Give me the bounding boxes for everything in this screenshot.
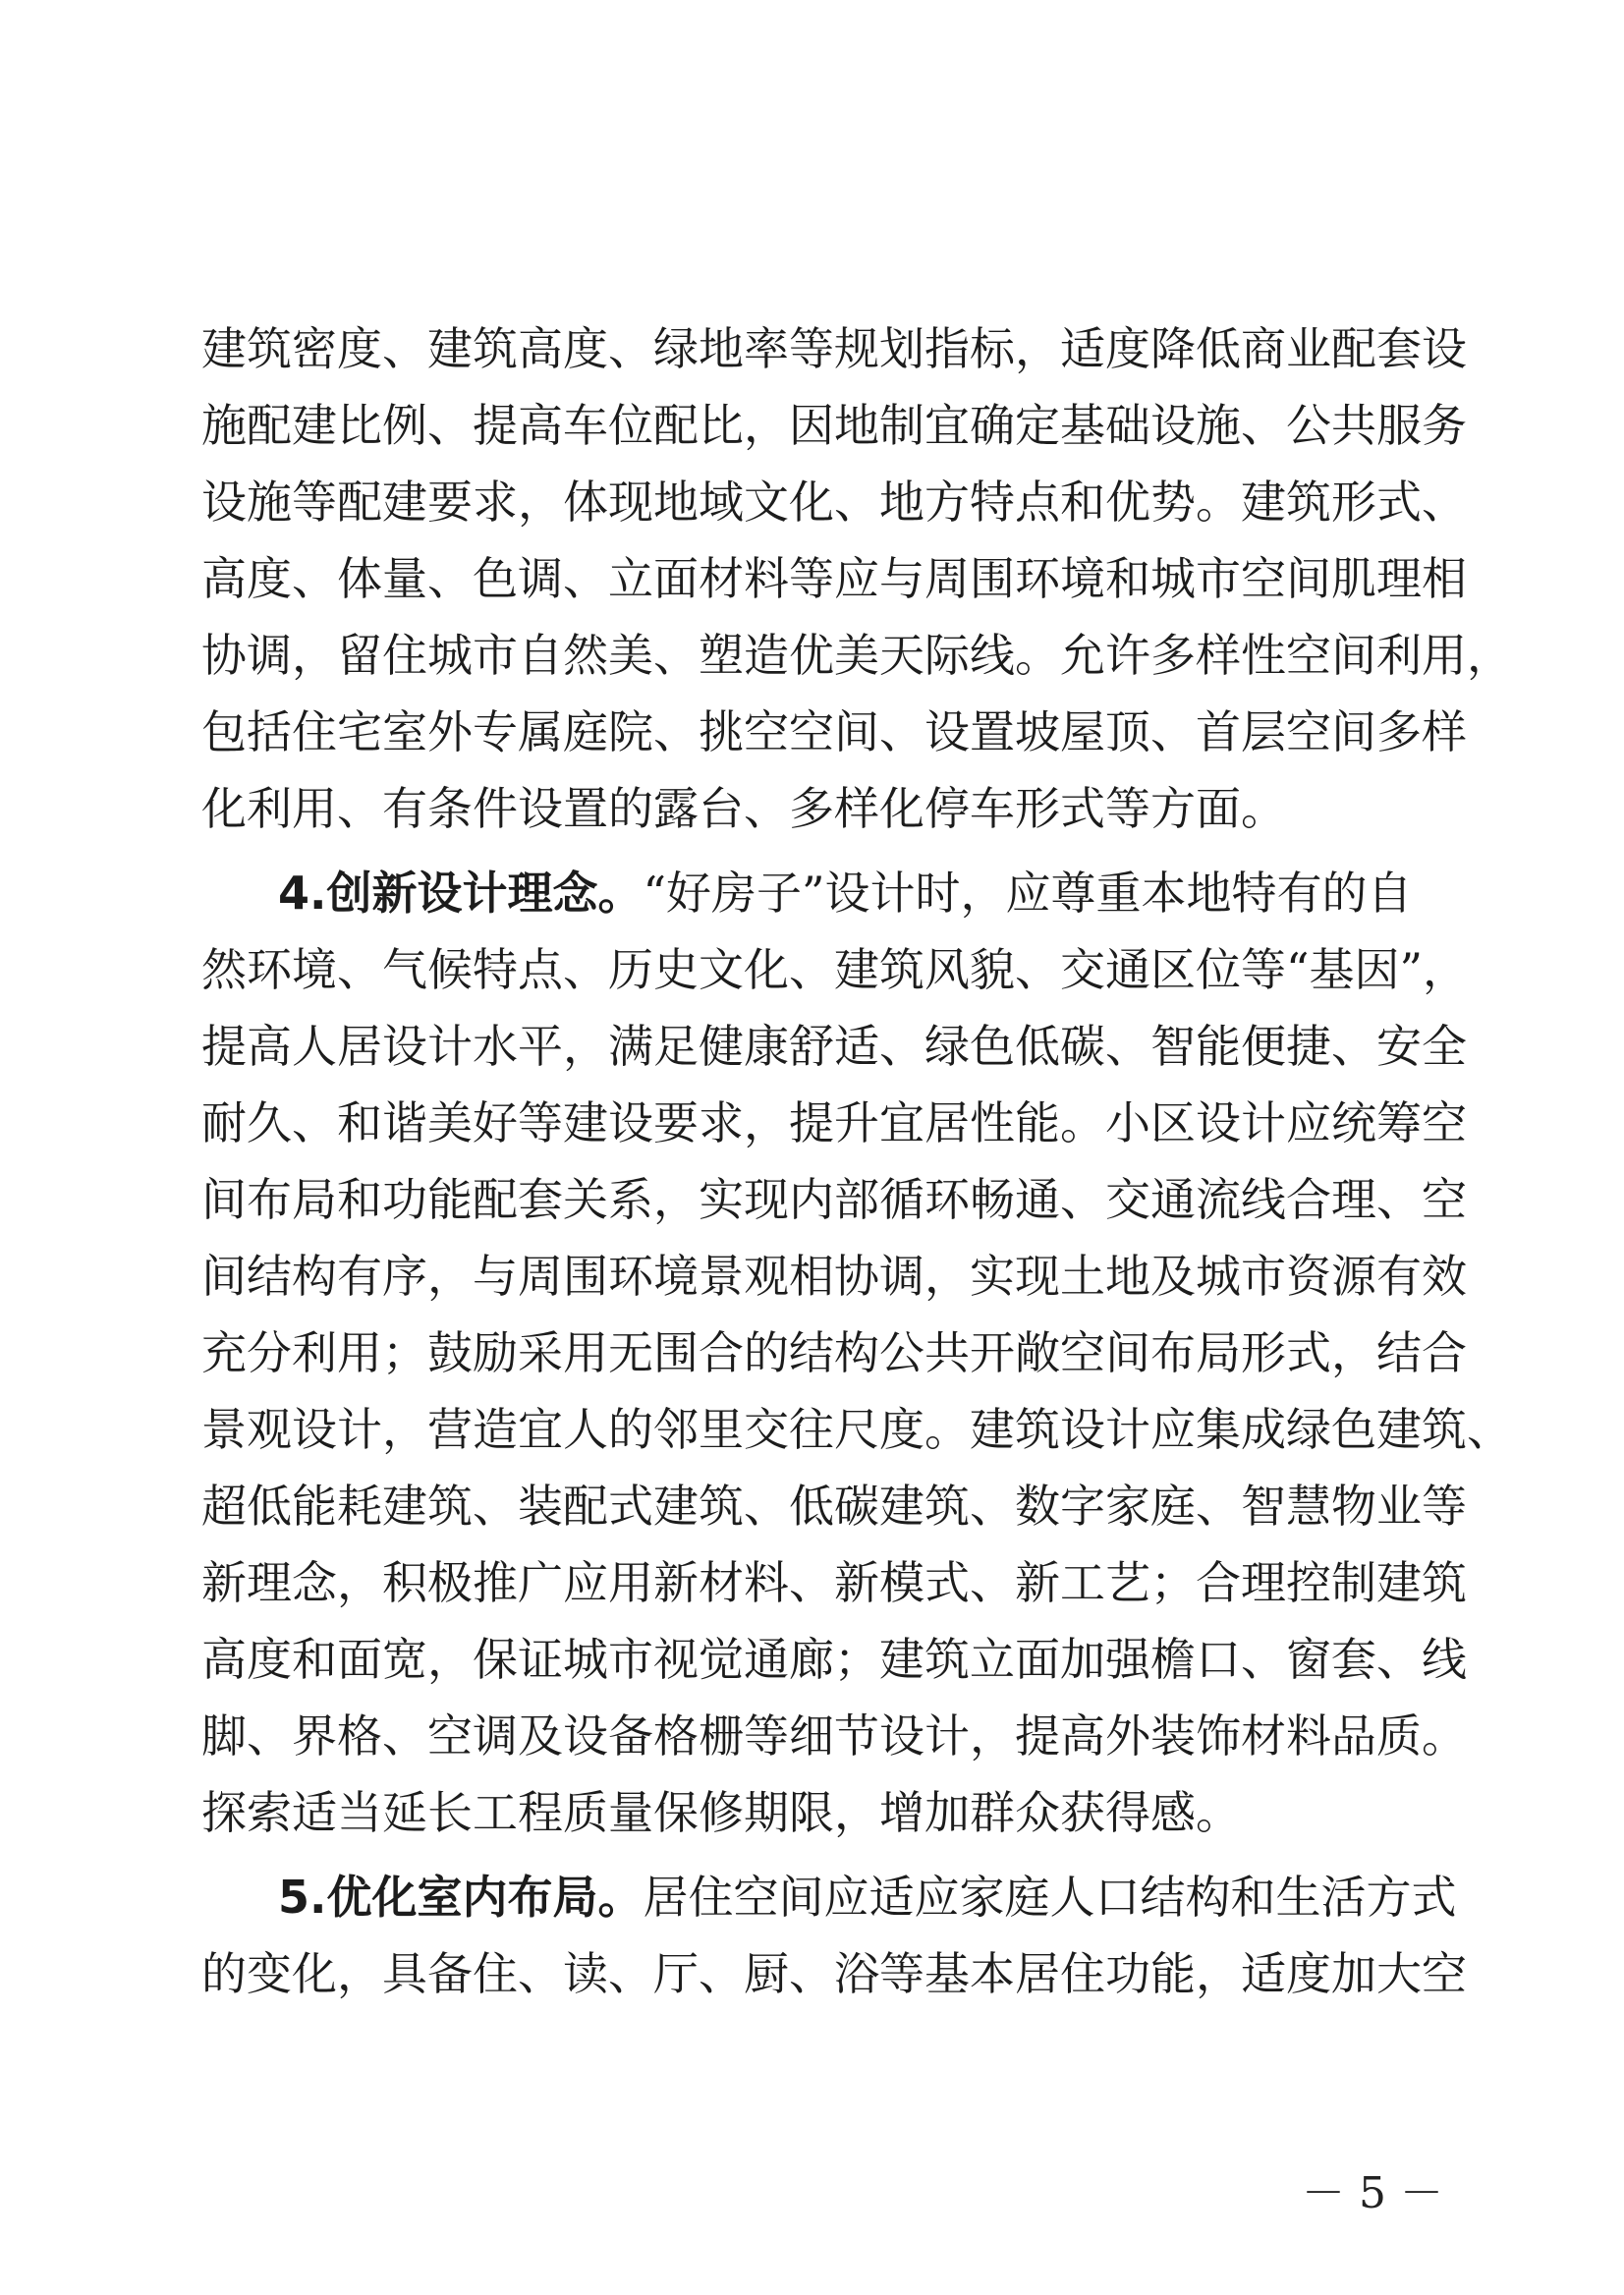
text-line: 间布局和功能配套关系，实现内部循环畅通、交通流线合理、空 — [201, 1173, 1467, 1226]
section-4-first-line-text: “好房子”设计时，应尊重本地特有的自 — [643, 867, 1413, 920]
text-line: 提高人居设计水平，满足健康舒适、绿色低碳、智能便捷、安全 — [201, 1020, 1467, 1073]
text-line: 充分利用；鼓励采用无围合的结构公共开敞空间布局形式，结合 — [201, 1326, 1467, 1379]
text-line: 间结构有序，与周围环境景观相协调，实现土地及城市资源有效 — [201, 1250, 1467, 1303]
text-line: 化利用、有条件设置的露台、多样化停车形式等方面。 — [201, 782, 1286, 835]
text-line: 高度和面宽，保证城市视觉通廊；建筑立面加强檐口、窗套、线 — [201, 1633, 1467, 1686]
text-line: 建筑密度、建筑高度、绿地率等规划指标，适度降低商业配套设 — [201, 322, 1467, 375]
text-line: 然环境、气候特点、历史文化、建筑风貌、交通区位等“基因”， — [201, 943, 1469, 996]
section-4-first-line — [201, 855, 1434, 931]
text-line: 设施等配建要求，体现地域文化、地方特点和优势。建筑形式、 — [201, 476, 1467, 529]
section-4-heading: 4.创新设计理念。 — [278, 867, 644, 920]
section-5-first-line-text: 居住空间应适应家庭人口结构和生活方式 — [643, 1871, 1457, 1924]
text-line: 协调，留住城市自然美、塑造优美天际线。允许多样性空间利用， — [201, 629, 1512, 682]
body-text — [201, 310, 1512, 2012]
text-line: 高度、体量、色调、立面材料等应与周围环境和城市空间肌理相 — [201, 552, 1467, 605]
text-line: 新理念，积极推广应用新材料、新模式、新工艺；合理控制建筑 — [201, 1556, 1467, 1609]
section-5-heading: 5.优化室内布局。 — [278, 1871, 644, 1924]
text-line: 施配建比例、提高车位配比，因地制宜确定基础设施、公共服务 — [201, 399, 1467, 452]
text-line: 耐久、和谐美好等建设要求，提升宜居性能。小区设计应统筹空 — [201, 1096, 1467, 1149]
text-line: 脚、界格、空调及设备格栅等细节设计，提高外装饰材料品质。 — [201, 1709, 1467, 1763]
text-line: 探索适当延长工程质量保修期限，增加群众获得感。 — [201, 1786, 1241, 1839]
text-line: 包括住宅室外专属庭院、挑空空间、设置坡屋顶、首层空间多样 — [201, 705, 1467, 758]
page-number: － 5 － — [1302, 2168, 1443, 2218]
text-line: 景观设计，营造宜人的邻里交往尺度。建筑设计应集成绿色建筑、 — [201, 1403, 1512, 1456]
text-line: 超低能耗建筑、装配式建筑、低碳建筑、数字家庭、智慧物业等 — [201, 1480, 1467, 1533]
section-5-first-line — [201, 1859, 1457, 1935]
text-line: 的变化，具备住、读、厅、厨、浴等基本居住功能，适度加大空 — [201, 1947, 1467, 2000]
